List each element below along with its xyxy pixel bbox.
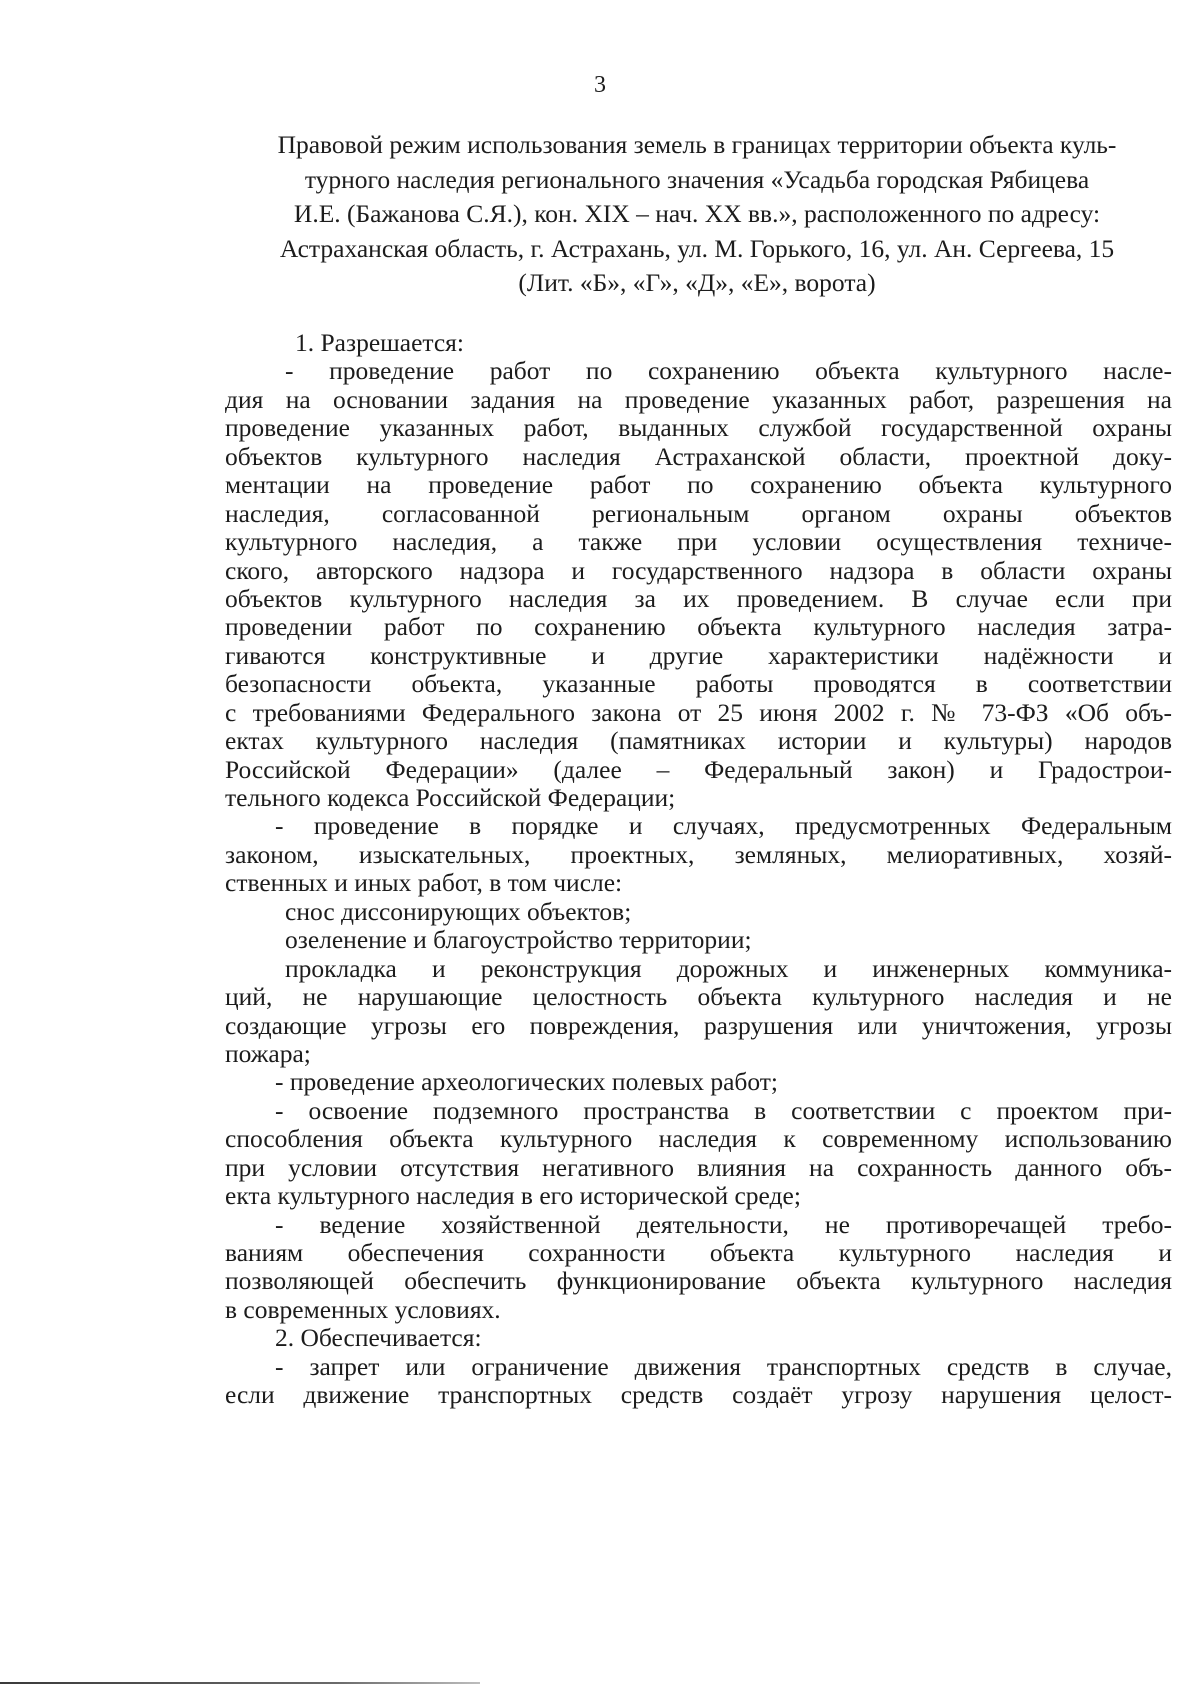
document-title xyxy=(222,128,1172,301)
body-line: - освоение подземного пространства в соответствии с проектом при- xyxy=(275,1096,1172,1125)
body-line: если движение транспортных средств создаёт угрозу нарушения целост- xyxy=(225,1381,1172,1410)
scan-edge-line xyxy=(0,1682,480,1684)
body-line: способления объекта культурного наследия к современному использованию xyxy=(225,1125,1172,1154)
body-line: ваниям обеспечения сохранности объекта культурного наследия и xyxy=(225,1239,1172,1267)
body-line: - запрет или ограничение движения транспортных средств в случае, xyxy=(275,1352,1172,1381)
body-line: наследия, согласованной региональным органом охраны объектов xyxy=(225,499,1172,528)
body-line: ментации на проведение работ по сохранению объекта культурного xyxy=(225,471,1172,500)
body-line: создающие угрозы его повреждения, разрушения или уничтожения, угрозы xyxy=(225,1011,1172,1040)
body-line: озеленение и благоустройство территории; xyxy=(285,926,752,955)
body-line: ственных и иных работ, в том числе: xyxy=(225,869,623,898)
body-line: проведение указанных работ, выданных службой государственной охраны xyxy=(225,414,1172,443)
body-line: при условии отсутствия негативного влияния на сохранность данного объ- xyxy=(225,1153,1172,1182)
body-line: - ведение хозяйственной деятельности, не противоречащей требо- xyxy=(275,1210,1172,1239)
body-line: пожара; xyxy=(225,1039,311,1068)
body-line: безопасности объекта, указанные работы проводятся в соответствии xyxy=(225,670,1172,699)
body-line: - проведение работ по сохранению объекта культурного насле- xyxy=(285,357,1172,386)
body-line: тельного кодекса Российской Федерации; xyxy=(225,784,676,812)
title-line: Правовой режим использования земель в границах территории объекта куль- xyxy=(277,130,1117,159)
document-body xyxy=(225,329,1172,1410)
body-line: - проведение в порядке и случаях, предусмотренных Федеральным xyxy=(275,812,1172,841)
body-line: объектов культурного наследия за их проведением. В случае если при xyxy=(225,584,1172,613)
body-line: с требованиями Федерального закона от 25 июня 2002 г. № 73-ФЗ «Об объ- xyxy=(225,698,1172,727)
body-line: - проведение археологических полевых работ; xyxy=(275,1068,779,1097)
body-line: гиваются конструктивные и другие характеристики надёжности и xyxy=(225,641,1172,670)
body-line: прокладка и реконструкция дорожных и инженерных коммуника- xyxy=(285,954,1172,983)
body-line: ектах культурного наследия (памятниках истории и культуры) народов xyxy=(225,727,1172,756)
page-number: 3 xyxy=(594,72,606,98)
title-line: турного наследия регионального значения «Усадьба городская Рябицева xyxy=(304,164,1090,194)
body-line: екта культурного наследия в его исторической среде; xyxy=(225,1182,801,1211)
body-line: законом, изыскательных, проектных, земляных, мелиоративных, хозяй- xyxy=(225,840,1172,869)
body-line: дия на основании задания на проведение указанных работ, разрешения на xyxy=(225,385,1172,414)
body-line: проведении работ по сохранению объекта культурного наследия затра- xyxy=(225,613,1172,642)
body-line: культурного наследия, а также при условии осуществления техниче- xyxy=(225,528,1172,557)
body-line: позволяющей обеспечить функционирование объекта культурного наследия xyxy=(225,1267,1172,1296)
title-line: Астраханская область, г. Астрахань, ул. М. Горького, 16, ул. Ан. Сергеева, 15 xyxy=(279,233,1115,263)
body-line: объектов культурного наследия Астраханской области, проектной доку- xyxy=(225,442,1172,471)
body-line: ций, не нарушающие целостность объекта культурного наследия и не xyxy=(225,983,1172,1012)
title-line: (Лит. «Б», «Г», «Д», «Е», ворота) xyxy=(518,268,876,297)
body-line: Российской Федерации» (далее – Федеральный закон) и Градострои- xyxy=(225,755,1172,784)
section-heading-allowed: 1. Разрешается: xyxy=(295,329,464,357)
body-line: в современных условиях. xyxy=(225,1295,501,1324)
body-line: снос диссонирующих объектов; xyxy=(285,897,632,926)
title-line: И.Е. (Бажанова С.Я.), кон. XIX – нач. XX вв.», расположенного по адресу: xyxy=(293,199,1101,228)
section-heading-ensured: 2. Обеспечивается: xyxy=(275,1324,482,1353)
body-line: ского, авторского надзора и государственного надзора в области охраны xyxy=(225,556,1172,585)
